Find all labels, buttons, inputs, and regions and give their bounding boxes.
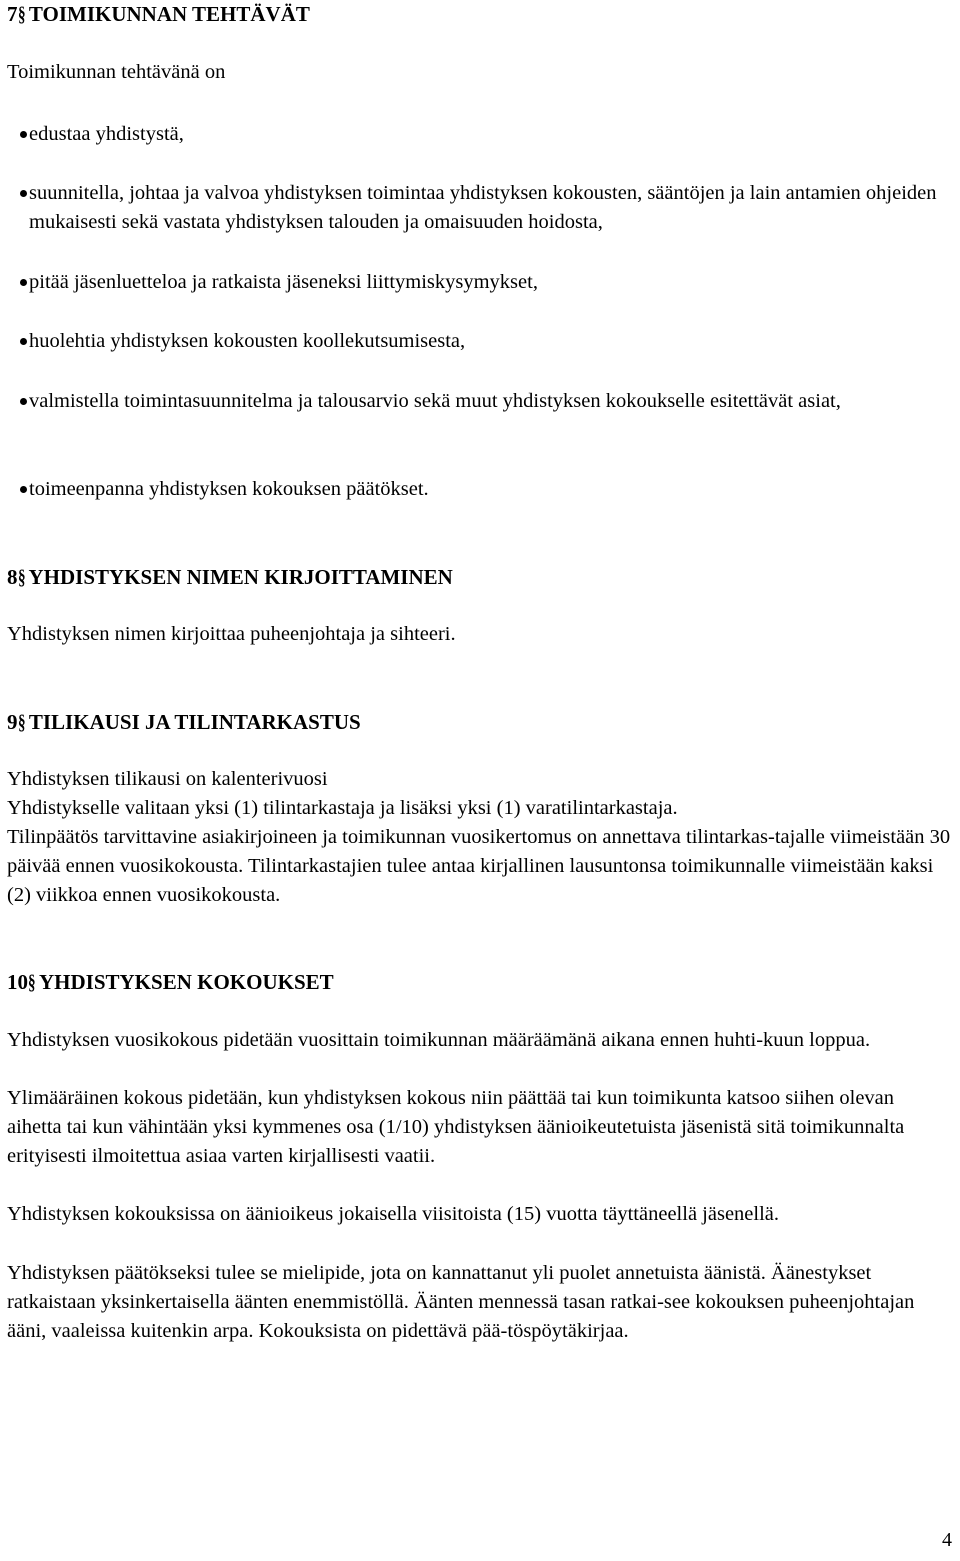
section-9-title: TILIKAUSI JA TILINTARKASTUS	[28, 710, 361, 734]
section-9-paragraph-2: Yhdistykselle valitaan yksi (1) tilintarkastaja ja lisäksi yksi (1) varatilintarkastaja.	[7, 797, 678, 819]
section-9-number: 9	[7, 710, 18, 734]
list-item: huolehtia yhdistyksen kokousten koollekutsumisesta,	[20, 327, 952, 356]
section-8-number: 8	[7, 565, 18, 589]
section-10-paragraph-1: Yhdistyksen vuosikokous pidetään vuosittain toimikunnan määräämänä aikana ennen huhti-kuun loppua.	[7, 1029, 871, 1051]
section-10-heading	[7, 968, 952, 997]
section-8-paragraph: Yhdistyksen nimen kirjoittaa puheenjohtaja ja sihteeri.	[7, 623, 456, 645]
bullet-icon	[20, 190, 27, 197]
section-7-number: 7	[7, 2, 18, 26]
section-10-number: 10	[7, 970, 28, 994]
section-8-title: YHDISTYKSEN NIMEN KIRJOITTAMINEN	[28, 565, 453, 589]
list-item: suunnitella, johtaa ja valvoa yhdistyksen toimintaa yhdistyksen kokousten, sääntöjen ja lain antamien ohjeiden mukaisesti sekä vastata yhdistyksen talouden ja omaisuuden hoidosta,	[20, 179, 952, 237]
section-7-intro: Toimikunnan tehtävänä on	[7, 61, 226, 83]
section-10-paragraph-4: Yhdistyksen päätökseksi tulee se mielipide, jota on kannattanut yli puolet annetuista äänistä. Äänestykset ratkaistaan yksinkertaisella äänten enemmistöllä. Äänten mennessä tasan ratkai-see kokouksen puheenjohtajan ääni, vaaleissa kuitenkin arpa. Kokouksista on pidettävä pää-töspöytäkirjaa.	[7, 1262, 915, 1342]
bullet-icon	[20, 131, 27, 138]
bullet-icon	[20, 486, 27, 493]
section-7-title: TOIMIKUNNAN TEHTÄVÄT	[28, 2, 310, 26]
section-sign: §	[28, 970, 36, 994]
section-10-paragraph-2: Ylimääräinen kokous pidetään, kun yhdistyksen kokous niin päättää tai kun toimikunta katsoo siihen olevan aihetta tai kun vähintään yksi kymmenes osa (1/10) yhdistyksen äänioikeutetuista jäsenistä sitä toimikunnalta erityisesti ilmoitettua asiaa varten kirjallisesti vaatii.	[7, 1087, 905, 1167]
section-9-heading	[7, 708, 952, 737]
list-item: valmistella toimintasuunnitelma ja talousarvio sekä muut yhdistyksen kokoukselle esitettävät asiat,	[20, 387, 952, 416]
section-7-heading	[7, 0, 952, 29]
list-item: toimeenpanna yhdistyksen kokouksen päätökset.	[20, 475, 952, 504]
list-item: edustaa yhdistystä,	[20, 120, 952, 149]
bullet-icon	[20, 398, 27, 405]
section-9-paragraph-1: Yhdistyksen tilikausi on kalenterivuosi	[7, 768, 328, 790]
section-10-title: YHDISTYKSEN KOKOUKSET	[38, 970, 334, 994]
bullet-icon	[20, 279, 27, 286]
section-8-heading	[7, 563, 952, 592]
section-sign: §	[17, 565, 26, 589]
section-10-paragraph-3: Yhdistyksen kokouksissa on äänioikeus jokaisella viisitoista (15) vuotta täyttäneellä jäsenellä.	[7, 1203, 780, 1225]
section-sign: §	[17, 710, 26, 734]
section-sign: §	[17, 2, 26, 26]
bullet-icon	[20, 338, 27, 345]
section-9-paragraph-3: Tilinpäätös tarvittavine asiakirjoineen ja toimikunnan vuosikertomus on annettava tilintarkas-tajalle viimeistään 30 päivää ennen vuosikokousta. Tilintarkastajien tulee antaa kirjallinen lausuntonsa toimikunnalle viimeistään kaksi (2) viikkoa ennen vuosikokousta.	[7, 826, 951, 906]
list-item: pitää jäsenluetteloa ja ratkaista jäseneksi liittymiskysymykset,	[20, 268, 952, 297]
page-number: 4	[942, 1529, 952, 1551]
